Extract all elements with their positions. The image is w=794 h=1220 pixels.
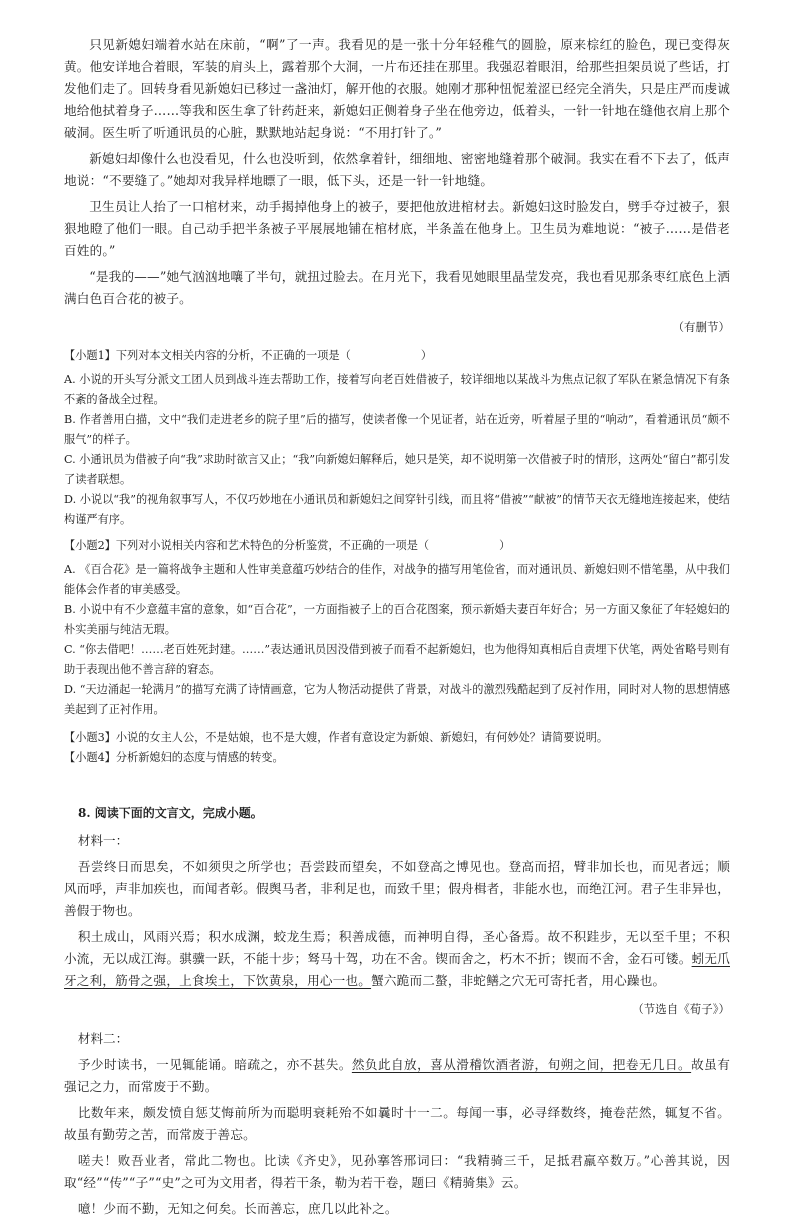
question-2-close: ） bbox=[499, 539, 511, 552]
underlined-sentence: 蚓无爪牙之利，筋骨之强，上食埃土，下饮黄泉，用心一也。 bbox=[64, 951, 730, 988]
text-segment: 积土成山，风雨兴焉；积水成渊，蛟龙生焉；积善成德，而神明自得，圣心备焉。故不积跬步，无以至千里；不积小流，无以成江海。骐骥一跃，不能十步；驽马十驾，功在不舍。锲而舍之，朽木不折；锲而不舍，金石可镂。 bbox=[64, 929, 730, 966]
option-d: D. 小说以“我”的视角叙事写人，不仅巧妙地在小通讯员和新媳妇之间穿针引线，而且将“借被”“献被”的情节天衣无缝地连接起来，使结构谨严有序。 bbox=[64, 493, 730, 526]
question-2-label: 【小题2】下列对小说相关内容和艺术特色的分析鉴赏，不正确的一项是（ bbox=[64, 539, 430, 552]
story-paragraph: 卫生员让人抬了一口棺材来，动手揭掉他身上的被子，要把他放进棺材去。新媳妇这时脸发白，劈手夺过被子，狠狠地瞪了他们一眼。自己动手把半条被子平展展地铺在棺材底，半条盖在他身上。卫生员为难地说：“被子……是借老百姓的。” bbox=[64, 199, 730, 258]
option-a: A. 小说的开头写分派文工团人员到战斗连去帮助工作，接着写向老百姓借被子，较详细地以某战斗为焦点记叙了军队在紧急情况下有条不紊的备战全过程。 bbox=[64, 373, 730, 406]
option-c: C. “你去借吧！……老百姓死封建。……”表达通讯员因没借到被子而看不起新媳妇，也为他得知真相后自责埋下伏笔，两处省略号则有助于表现出他不善言辞的窘态。 bbox=[64, 643, 730, 676]
question-1-label: 【小题1】下列对本文相关内容的分析，不正确的一项是（ bbox=[64, 349, 351, 362]
question-4: 【小题4】分析新媳妇的态度与情感的转变。 bbox=[64, 751, 284, 764]
material-2-paragraph: 噫！少而不勤，无知之何矣。长而善忘，庶几以此补之。 bbox=[77, 1201, 398, 1216]
section-8-title: 8. 阅读下面的文言文，完成小题。 bbox=[78, 806, 263, 820]
text-segment: 蟹六跪而二螯，非蛇鳝之穴无可寄托者，用心躁也。 bbox=[371, 973, 666, 988]
material-1-paragraph bbox=[64, 926, 730, 992]
underlined-sentence: 然负此自放，喜从滑稽饮酒者游，旬朔之间，把卷无几日。 bbox=[351, 1057, 692, 1072]
option-b: B. 小说中有不少意蕴丰富的意象，如“百合花”，一方面指被子上的百合花图案，预示新婚夫妻百年好合；另一方面又象征了年轻媳妇的朴实美丽与纯洁无瑕。 bbox=[64, 603, 730, 636]
story-paragraph: 新媳妇却像什么也没看见，什么也没听到，依然拿着针，细细地、密密地缝着那个破洞。我实在看不下去了，低声地说：“不要缝了。”她却对我异样地瞟了一眼，低下头，还是一针一针地缝。 bbox=[64, 151, 730, 188]
material-2-paragraph bbox=[64, 1054, 730, 1098]
text-segment: 故虽有强记之力，而常废于不勤。 bbox=[64, 1057, 730, 1094]
question-2 bbox=[64, 536, 730, 556]
option-b: B. 作者善用白描，文中“我们走进老乡的院子里”后的描写，使读者像一个见证者，站在近旁，听着屋子里的“响动”，看着通讯员“颇不服气”的样子。 bbox=[64, 413, 730, 446]
story-source-note: （有删节） bbox=[672, 320, 730, 334]
question-1-close: ） bbox=[420, 349, 433, 362]
question-3: 【小题3】小说的女主人公，不是姑娘，也不是大嫂，作者有意设定为新娘、新媳妇，有何妙处？请简要说明。 bbox=[64, 731, 609, 744]
question-1 bbox=[64, 346, 730, 366]
material-1-source: （节选自《荀子》） bbox=[632, 1002, 730, 1016]
option-c: C. 小通讯员为借被子向“我”求助时欲言又止；“我”向新媳妇解释后，她只是笑，却不说明第一次借被子时的情形，这两处“留白”都引发了读者联想。 bbox=[64, 453, 730, 486]
option-d: D. “天边涌起一轮满月”的描写充满了诗情画意，它为人物活动提供了背景，对战斗的激烈残酷起到了反衬作用，同时对人物的思想情感美起到了正衬作用。 bbox=[64, 683, 730, 716]
material-2-paragraph: 嗟夫！败吾业者，常此二物也。比读《齐史》，见孙搴答邢词曰：“我精骑三千，足抵君羸卒数万。”心善其说，因取“经”“传”“子”“史”之可为文用者，得若干条，勒为若干卷，题曰《精骑集》云。 bbox=[64, 1153, 730, 1190]
material-2-paragraph: 比数年来，颇发愤自惩艾悔前所为而聪明衰耗殆不如曩时十一二。每闻一事，必寻绎数终，掩卷茫然，辄复不省。故虽有勤劳之苦，而常废于善忘。 bbox=[64, 1105, 730, 1142]
material-1-paragraph: 吾尝终日而思矣，不如须臾之所学也；吾尝跂而望矣，不如登高之博见也。登高而招，臂非加长也，而见者远；顺风而呼，声非加疾也，而闻者彰。假舆马者，非利足也，而致千里；假舟楫者，非能水也，而绝江河。君子生非异也，善假于物也。 bbox=[64, 859, 730, 918]
option-a: A. 《百合花》是一篇将战争主题和人性审美意蕴巧妙结合的佳作，对战争的描写用笔俭省，而对通讯员、新媳妇则不惜笔墨，从中我们能体会作者的审美感受。 bbox=[64, 563, 730, 596]
material-2-label: 材料二： bbox=[77, 1031, 129, 1046]
story-paragraph: “是我的——”她气汹汹地嚷了半句，就扭过脸去。在月光下，我看见她眼里晶莹发亮，我也看见那条枣红底色上洒满白色百合花的被子。 bbox=[64, 269, 730, 306]
story-paragraph: 只见新媳妇端着水站在床前，“啊”了一声。我看见的是一张十分年轻稚气的圆脸，原来棕红的脸色，现已变得灰黄。他安详地合着眼，军装的肩头上，露着那个大洞，一片布还挂在那里。我强忍着眼泪，给那些担架员说了些话，打发他们走了。回转身看见新媳妇已移过一盏油灯，解开他的衣服。她刚才那种忸怩羞涩已经完全消失，只是庄严而虔诚地给他拭着身子……等我和医生拿了针药赶来，新媳妇正侧着身子坐在他旁边，低着头，一针一针地在缝他衣肩上那个破洞。医生听了听通讯员的心脏，默默地站起身说：“不用打针了。” bbox=[64, 37, 730, 140]
material-1-label: 材料一： bbox=[77, 833, 129, 848]
text-segment: 予少时读书，一见辄能诵。暗疏之，亦不甚失。 bbox=[77, 1057, 352, 1072]
